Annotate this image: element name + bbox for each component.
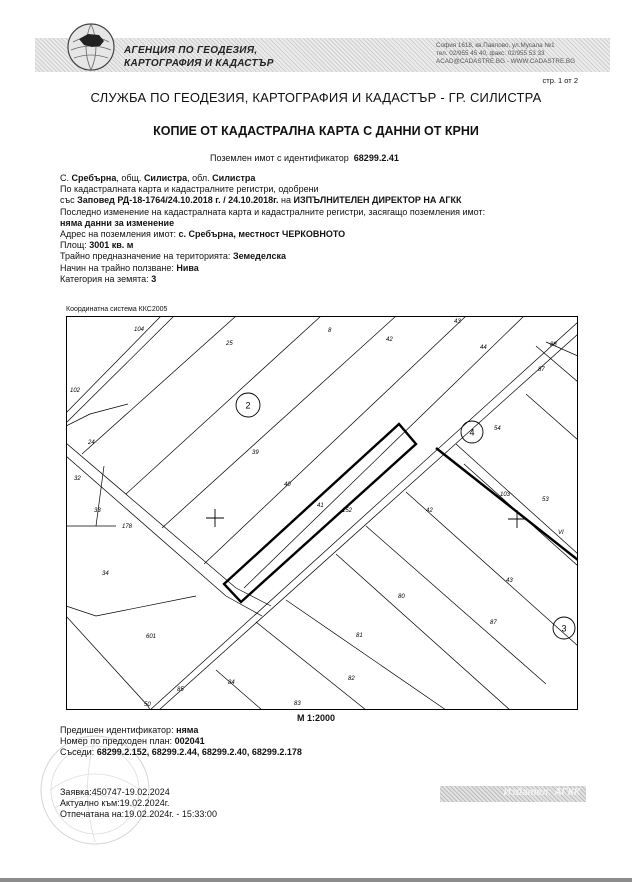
svg-text:82: 82: [348, 676, 355, 682]
svg-text:54: 54: [494, 426, 501, 432]
svg-text:87: 87: [538, 367, 545, 373]
svg-text:4: 4: [469, 427, 475, 438]
agency-line-1: АГЕНЦИЯ ПО ГЕОДЕЗИЯ,: [124, 45, 258, 56]
last-change-label: Последно изменение на кадастралната карта и кадастралните регистри, засягащо поземления имот:: [60, 206, 486, 217]
svg-text:VI: VI: [558, 530, 564, 536]
svg-text:44: 44: [480, 345, 487, 351]
service-title: СЛУЖБА ПО ГЕОДЕЗИЯ, КАРТОГРАФИЯ И КАДАСТЪР - ГР. СИЛИСТРА: [90, 90, 542, 105]
agency-name: [124, 44, 274, 70]
svg-text:103: 103: [500, 492, 511, 498]
property-info: [60, 173, 485, 285]
coordinate-system: Координатна система ККС2005: [66, 306, 168, 313]
svg-text:40: 40: [284, 482, 291, 488]
neighbors-line: Съседи: 68299.2.152, 68299.2.44, 68299.2.40, 68299.2.178: [60, 747, 302, 758]
identifier-label: Поземлен имот с идентификатор: [210, 153, 349, 163]
svg-text:8: 8: [328, 328, 332, 334]
svg-text:104: 104: [134, 327, 145, 333]
purpose-line: Трайно предназначение на територията: Земеделска: [60, 251, 286, 262]
svg-text:83: 83: [294, 701, 301, 707]
svg-text:41: 41: [317, 503, 324, 509]
svg-text:601: 601: [146, 634, 157, 640]
map-scale: М 1:2000: [296, 713, 336, 723]
plan-no-line: Номер по предходен план: 002041: [60, 736, 205, 747]
svg-text:102: 102: [70, 388, 81, 394]
svg-text:88: 88: [550, 342, 557, 348]
svg-text:43: 43: [506, 578, 513, 584]
request-line: Заявка:450747-19.02.2024: [60, 787, 170, 797]
svg-text:53: 53: [542, 497, 549, 503]
svg-text:34: 34: [102, 571, 109, 577]
agency-logo-icon: [66, 22, 116, 72]
approved-line: По кадастралната карта и кадастралните регистри, одобрени: [60, 184, 319, 195]
svg-text:25: 25: [226, 341, 233, 347]
agency-contact: [436, 42, 575, 66]
svg-text:80: 80: [398, 594, 405, 600]
identifier-line: [210, 153, 399, 163]
usage-line: Начин на трайно ползване: Нива: [60, 262, 199, 273]
location-line: С. Сребърна, общ. Силистра, обл. Силистра: [60, 173, 256, 183]
svg-text:50: 50: [144, 702, 151, 708]
issued-by-band: [440, 786, 586, 802]
document-title: КОПИЕ ОТ КАДАСТРАЛНА КАРТА С ДАННИ ОТ КРНИ: [153, 124, 479, 138]
cadastral-map: [66, 316, 578, 710]
last-change-value: няма данни за изменение: [60, 217, 175, 228]
area-line: Площ: 3001 кв. м: [60, 240, 134, 251]
svg-text:152: 152: [342, 508, 353, 514]
order-line: със Заповед РД-18-1764/24.10.2018 г. / 24.10.2018г. на ИЗПЪЛНИТЕЛЕН ДИРЕКТОР НА АГКК: [60, 195, 462, 206]
address-line: Адрес на поземления имот: с. Сребърна, местност ЧЕРКОВНОТО: [60, 229, 346, 240]
svg-text:3: 3: [561, 623, 567, 634]
svg-text:33: 33: [94, 508, 101, 514]
contact-address: София 1618, кв.Павлово, ул.Мусала №1: [436, 42, 555, 49]
footer-dates: [60, 787, 217, 821]
prev-id-line: Предишен идентификатор: няма: [60, 725, 199, 735]
svg-text:85: 85: [177, 687, 184, 693]
page-number: стр. 1 от 2: [542, 76, 578, 85]
category-line: Категория на земята: 3: [60, 273, 157, 284]
current-line: Актуално към:19.02.2024г.: [60, 798, 170, 809]
svg-text:32: 32: [74, 476, 81, 482]
contact-phone: тел. 02/955 45 40, факс: 02/955 53 33: [436, 50, 545, 57]
svg-text:42: 42: [386, 337, 393, 343]
svg-text:81: 81: [356, 633, 363, 639]
svg-text:24: 24: [88, 440, 95, 446]
footer-details: [60, 725, 302, 759]
bottom-rule: [0, 878, 632, 882]
svg-text:43: 43: [454, 319, 461, 325]
svg-text:39: 39: [252, 450, 259, 456]
svg-text:42: 42: [426, 508, 433, 514]
contact-web: ACAD@CADASTRE.BG - WWW.CADASTRE.BG: [436, 58, 575, 65]
svg-text:178: 178: [122, 524, 133, 530]
svg-text:2: 2: [245, 400, 251, 411]
svg-text:87: 87: [490, 620, 497, 626]
identifier-value: 68299.2.41: [353, 153, 399, 163]
issued-by: Издател: АГКК: [503, 787, 580, 798]
printed-line: Отпечатана на:19.02.2024г. - 15:33:00: [60, 809, 217, 820]
svg-text:84: 84: [228, 680, 235, 686]
agency-line-2: КАРТОГРАФИЯ И КАДАСТЪР: [124, 58, 274, 69]
